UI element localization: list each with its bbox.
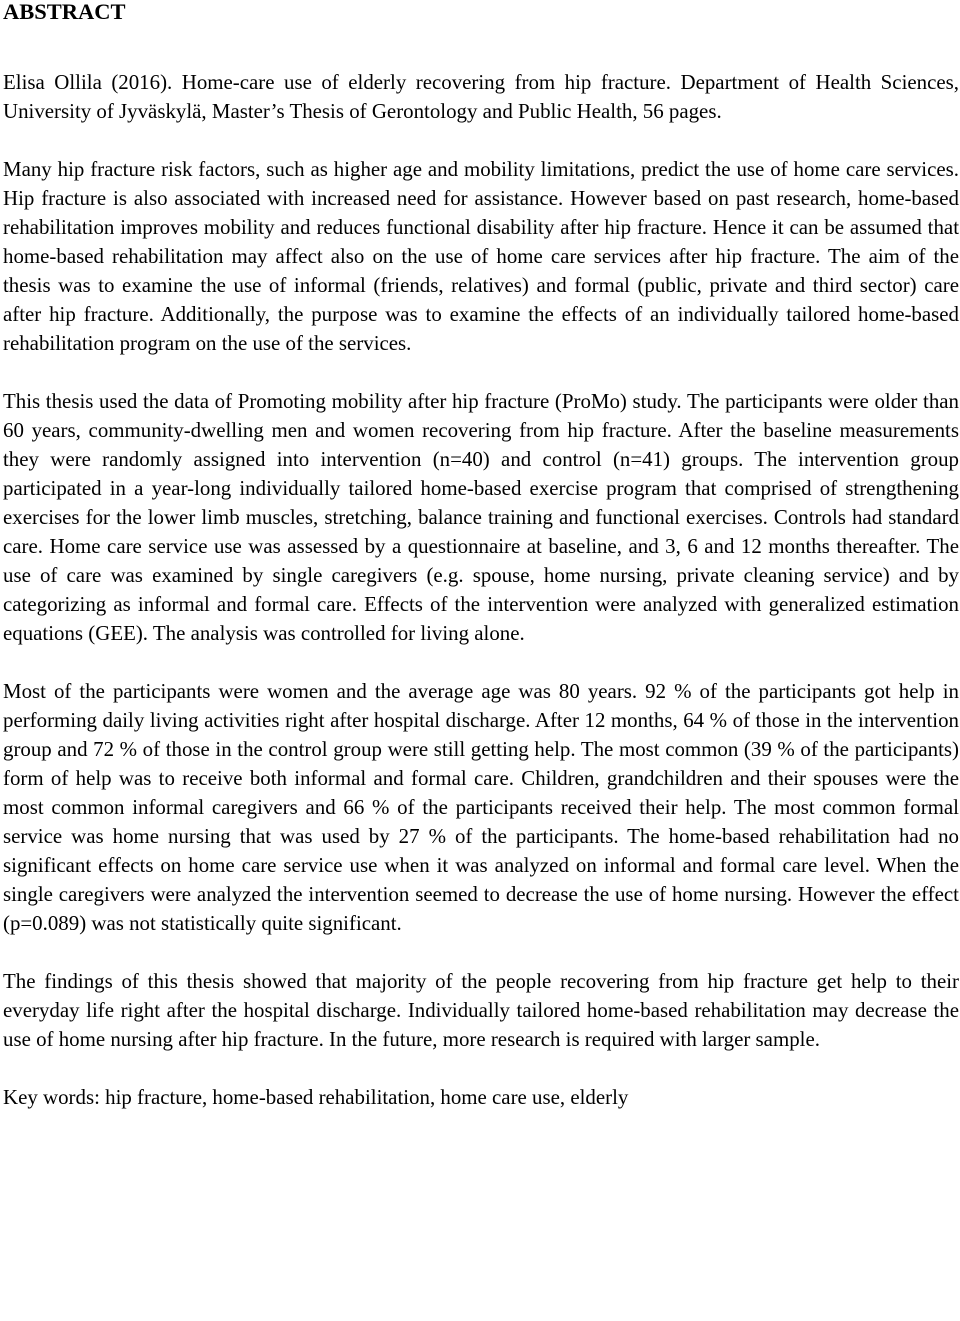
abstract-paragraph-conclusions: The findings of this thesis showed that majority of the people recovering from hip fracture get help to their everyday life right after the hospital discharge. Individually tailored home-based rehabilitation may decrease the use of home nursing after hip fracture. In the future, more research is required with larger sample. (3, 969, 959, 1051)
citation-paragraph: Elisa Ollila (2016). Home-care use of elderly recovering from hip fracture. Department of Health Sciences, University of Jyväskylä, Master’s Thesis of Gerontology and Public Health, 56 pages. (3, 70, 959, 123)
abstract-page (3, 0, 959, 1133)
keywords-line: Key words: hip fracture, home-based rehabilitation, home care use, elderly (3, 1085, 629, 1109)
abstract-heading: ABSTRACT (3, 0, 126, 24)
abstract-paragraph-methods: This thesis used the data of Promoting mobility after hip fracture (ProMo) study. The participants were older than 60 years, community-dwelling men and women recovering from hip fracture. After the baseline measurements they were randomly assigned into intervention (n=40) and control (n=41) groups. The intervention group participated in a year-long individually tailored home-based exercise program that comprised of strengthening exercises for the lower limb muscles, stretching, balance training and functional exercises. Controls had standard care. Home care service use was assessed by a questionnaire at baseline, and 3, 6 and 12 months thereafter. The use of care was examined by single caregivers (e.g. spouse, home nursing, private cleaning service) and by categorizing as informal and formal care. Effects of the intervention were analyzed with generalized estimation equations (GEE). The analysis was controlled for living alone. (3, 389, 959, 645)
abstract-paragraph-results: Most of the participants were women and the average age was 80 years. 92 % of the participants got help in performing daily living activities right after hospital discharge. After 12 months, 64 % of those in the intervention group and 72 % of those in the control group were still getting help. The most common (39 % of the participants) form of help was to receive both informal and formal care. Children, grandchildren and their spouses were the most common informal caregivers and 66 % of the participants received their help. The most common formal service was home nursing that was used by 27 % of the participants. The home-based rehabilitation had no significant effects on home care service use when it was analyzed on informal and formal care level. When the single caregivers were analyzed the intervention seemed to decrease the use of home nursing. However the effect (p=0.089) was not statistically quite significant. (3, 679, 959, 935)
abstract-paragraph-background: Many hip fracture risk factors, such as higher age and mobility limitations, predict the use of home care services. Hip fracture is also associated with increased need for assistance. However based on past research, home-based rehabilitation improves mobility and reduces functional disability after hip fracture. Hence it can be assumed that home-based rehabilitation may affect also on the use of home care services after hip fracture. The aim of the thesis was to examine the use of informal (friends, relatives) and formal (public, private and third sector) care after hip fracture. Additionally, the purpose was to examine the effects of an individually tailored home-based rehabilitation program on the use of the services. (3, 157, 959, 355)
